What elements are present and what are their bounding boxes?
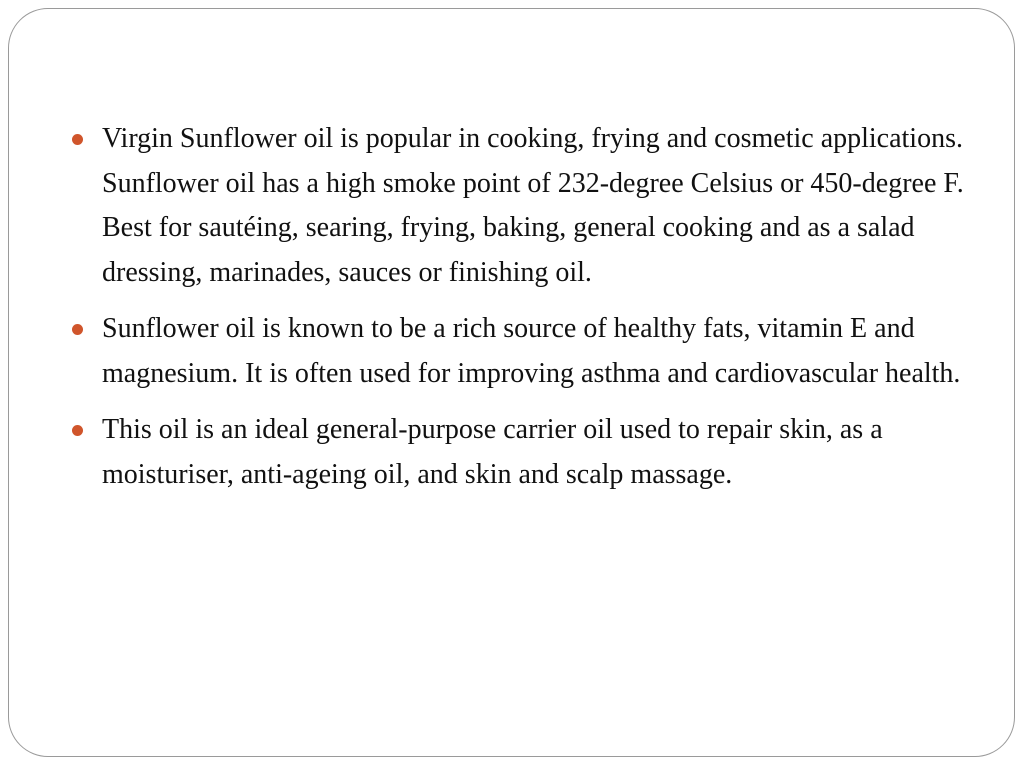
bullet-dot-icon xyxy=(72,134,83,145)
bullet-text: This oil is an ideal general-purpose carrier oil used to repair skin, as a moisturiser, anti-ageing oil, and skin and scalp massage. xyxy=(102,414,883,490)
bullet-text: Virgin Sunflower oil is popular in cooking, frying and cosmetic applications. Sunflower oil has a high smoke point of 232-degree Celsius or 450-degree F. Best for sautéing, searing, frying, baking, general cooking and as a salad dressing, marinades, sauces or finishing oil. xyxy=(102,123,964,288)
bullet-list xyxy=(71,117,991,509)
bullet-item xyxy=(71,408,991,497)
slide xyxy=(8,8,1015,757)
bullet-text: Sunflower oil is known to be a rich source of healthy fats, vitamin E and magnesium. It is often used for improving asthma and cardiovascular health. xyxy=(102,313,961,389)
bullet-item xyxy=(71,307,991,396)
bullet-dot-icon xyxy=(72,324,83,335)
bullet-item xyxy=(71,117,991,295)
bullet-dot-icon xyxy=(72,425,83,436)
